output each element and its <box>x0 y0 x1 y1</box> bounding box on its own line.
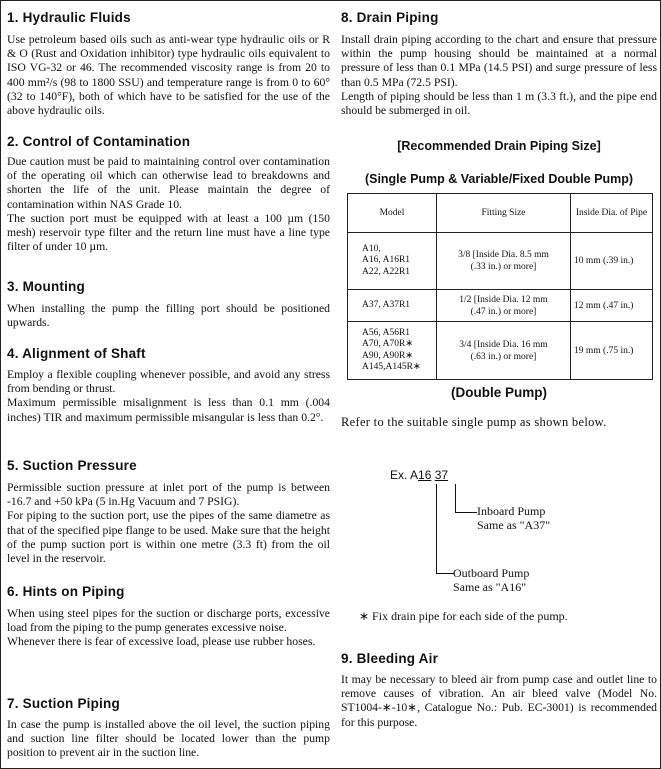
inboard-leader-horizontal <box>455 512 477 513</box>
example-prefix: Ex. A <box>390 468 419 482</box>
example-part-inboard: 37 <box>434 468 449 482</box>
section-drain-piping <box>341 10 657 118</box>
table-cell-fitting: 3/8 [Inside Dia. 8.5 mm (.33 in.) or more] <box>437 233 571 290</box>
section-text: Maximum permissible misalignment is less than 0.1 mm (.004 inches) TIR and maximum permissible misangular is less than 0.2°. <box>7 396 330 424</box>
table-cell-model: A10, A16, A16R1 A22, A22R1 <box>348 233 437 290</box>
table-title: [Recommended Drain Piping Size] <box>397 139 601 153</box>
section-text: Employ a flexible coupling whenever possible, and avoid any stress from bending or thrust. <box>7 368 330 396</box>
section-alignment-shaft <box>7 346 330 425</box>
outboard-label-line: Outboard Pump <box>453 566 530 580</box>
section-title: 6. Hints on Piping <box>7 584 125 599</box>
section-text: In case the pump is installed above the oil level, the suction piping and suction line filter should be located lower than the pump position to prevent air in the suction line. <box>7 718 330 760</box>
section-mounting <box>7 279 330 330</box>
outboard-leader-horizontal <box>436 573 454 574</box>
example-code <box>390 468 448 482</box>
section-hints-piping <box>7 584 330 650</box>
table-header: Inside Dia. of Pipe <box>571 194 653 233</box>
table-header-row <box>348 194 653 233</box>
section-control-contamination <box>7 134 330 254</box>
table-cell-pipe: 19 mm (.75 in.) <box>571 322 653 380</box>
section-title: 5. Suction Pressure <box>7 458 137 473</box>
section-title: 7. Suction Piping <box>7 696 120 711</box>
table-cell-model: A56, A56R1 A70, A70R∗ A90, A90R∗ A145,A145R∗ <box>348 322 437 380</box>
section-text: Install drain piping according to the chart and ensure that pressure within the pump housing should be maintained at a normal pressure of less than 0.1 MPa (14.5 PSI) and surge pressure of less than 0.5 MPa (72.5 PSI). <box>341 33 657 89</box>
section-text: For piping to the suction port, use the pipes of the same diametre as that of the specified pipe flange to be used. Make sure that the height of the pump suction port is within one metre (3.3 ft) from the oil level in the reservoir. <box>7 509 330 566</box>
section-text: Use petroleum based oils such as anti-wear type hydraulic oils or R & O (Rust and Oxidation inhibitor) type hydraulic oils equivalent to ISO VG-32 or 46. The recommended viscosity range is from 20 to 400 mm²/s (98 to 1800 SSU) and temperature range is from 0 to 60° (32 to 140°F), both of which have to be satisfied for the use of the above hydraulic oils. <box>7 33 330 118</box>
table-row <box>348 233 653 290</box>
table-cell-pipe: 10 mm (.39 in.) <box>571 233 653 290</box>
table-cell-pipe: 12 mm (.47 in.) <box>571 290 653 322</box>
table-subtitle: (Single Pump & Variable/Fixed Double Pump) <box>364 172 634 186</box>
section-text: Length of piping should be less than 1 m (3.3 ft.), and the pipe end should be submerged in oil. <box>341 89 657 118</box>
section-text: Permissible suction pressure at inlet port of the pump is between -16.7 and +50 kPa (5 in.Hg Vacuum and 7 PSIG). <box>7 481 330 509</box>
section-suction-piping <box>7 696 330 761</box>
outboard-label-line: Same as "A16" <box>453 580 527 594</box>
drain-piping-table <box>347 193 653 380</box>
drain-note: ∗ Fix drain pipe for each side of the pump. <box>359 609 568 623</box>
section-hydraulic-fluids <box>7 10 330 118</box>
inboard-leader-vertical <box>455 484 456 513</box>
section-text: It may be necessary to bleed air from pump case and outlet line to remove causes of vibration. An air bleed valve (Model No. ST1004-∗-10∗, Catalogue No.: Pub. EC-3001) is recommended for this purpose. <box>341 673 657 729</box>
section-text: The suction port must be equipped with at least a 100 µm (150 mesh) reservoir type filter and the return line must have a line type filter of under 10 µm. <box>7 211 330 254</box>
section-title: 9. Bleeding Air <box>341 651 439 666</box>
table-row <box>348 290 653 322</box>
section-bleeding-air <box>341 651 657 730</box>
table-row <box>348 322 653 380</box>
section-title: 2. Control of Contamination <box>7 134 191 149</box>
table-cell-model: A37, A37R1 <box>348 290 437 322</box>
inboard-label-line: Inboard Pump <box>477 504 546 518</box>
outboard-label <box>453 566 529 594</box>
inboard-label-line: Same as "A37" <box>477 518 551 532</box>
section-title: 1. Hydraulic Fluids <box>7 10 131 25</box>
outboard-leader-vertical <box>436 484 437 574</box>
section-text: When using steel pipes for the suction or discharge ports, excessive load from the piping to the pump generates excessive noise. <box>7 607 330 635</box>
section-text: Whenever there is fear of excessive load, please use rubber hoses. <box>7 635 316 649</box>
double-pump-title: (Double Pump) <box>451 385 547 400</box>
section-title: 8. Drain Piping <box>341 10 439 25</box>
table-cell-fitting: 1/2 [Inside Dia. 12 mm (.47 in.) or more] <box>437 290 571 322</box>
section-suction-pressure <box>7 458 330 566</box>
section-text: When installing the pump the filling port should be positioned upwards. <box>7 302 330 330</box>
table-cell-fitting: 3/4 [Inside Dia. 16 mm (.63 in.) or more] <box>437 322 571 380</box>
section-title: 3. Mounting <box>7 279 85 294</box>
example-part-outboard: 16 <box>418 468 432 482</box>
section-title: 4. Alignment of Shaft <box>7 346 146 361</box>
section-text: Due caution must be paid to maintaining control over contamination of the operating oil which can otherwise lead to breakdowns and shorten the life of the unit. Please maintain the degree of contamination within NAS Grade 10. <box>7 155 330 211</box>
table-header: Fitting Size <box>437 194 571 233</box>
inboard-label <box>477 504 550 532</box>
table-header: Model <box>348 194 437 233</box>
double-pump-text: Refer to the suitable single pump as shown below. <box>341 415 607 429</box>
